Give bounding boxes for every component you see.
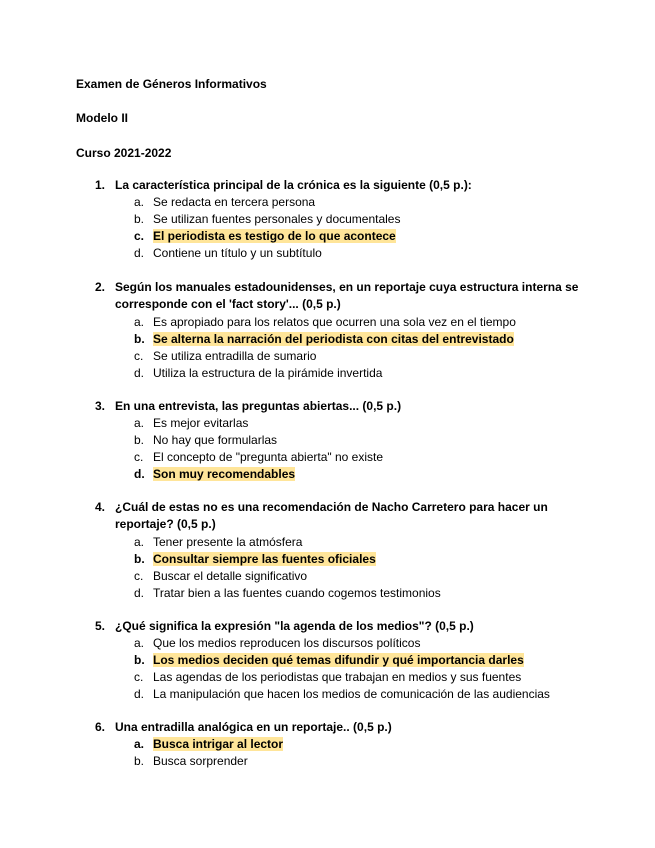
question-3-text: En una entrevista, las preguntas abiertas... (0,5 p.) [115, 399, 402, 413]
question-6-title [95, 719, 585, 736]
question-3-options [0, 415, 655, 483]
question-2-option-d: d. Utiliza la estructura de la pirámide invertida [134, 365, 383, 380]
question-3-number: 3. [95, 399, 106, 413]
question-2-options [0, 314, 655, 382]
question-4-option-c: c. Buscar el detalle significativo [134, 568, 308, 583]
question-3-option-d-highlighted: d. Son muy recomendables [134, 467, 296, 482]
question-5-title [95, 618, 585, 635]
question-5-text: ¿Qué significa la expresión "la agenda de los medios"? (0,5 p.) [115, 619, 474, 633]
question-5 [0, 618, 655, 703]
question-5-number: 5. [95, 619, 106, 633]
question-2-text: Según los manuales estadounidenses, en un reportaje cuya estructura interna se corresponde con el 'fact story'... (0,5 p.) [115, 280, 579, 312]
question-6 [0, 719, 655, 770]
question-4-options [0, 534, 655, 602]
question-2-option-c: c. Se utiliza entradilla de sumario [134, 348, 317, 363]
question-4-option-b-highlighted: b. Consultar siempre las fuentes oficiales [134, 551, 376, 566]
question-6-text: Una entradilla analógica en un reportaje.. (0,5 p.) [115, 720, 392, 734]
question-1-title [95, 177, 585, 194]
question-1-option-b: b. Se utilizan fuentes personales y documentales [134, 212, 401, 227]
exam-model: Modelo II [76, 111, 128, 125]
question-1-option-c-highlighted: c. El periodista es testigo de lo que acontece [134, 229, 396, 244]
question-1 [0, 177, 655, 262]
question-3-title [95, 398, 585, 415]
question-1-number: 1. [95, 178, 106, 192]
question-4-title [95, 499, 585, 534]
question-3-option-b: b. No hay que formularlas [134, 433, 278, 448]
question-5-options [0, 635, 655, 703]
question-2-number: 2. [95, 280, 106, 294]
question-4 [0, 499, 655, 602]
question-4-number: 4. [95, 500, 106, 514]
question-1-option-d: d. Contiene un título y un subtítulo [134, 246, 322, 261]
answer-highlight: Consultar siempre las fuentes oficiales [153, 551, 376, 566]
question-1-option-a: a. Se redacta en tercera persona [134, 195, 316, 210]
question-6-option-b: b. Busca sorprender [134, 754, 248, 769]
question-3-option-a: a. Es mejor evitarlas [134, 416, 249, 431]
question-5-option-b-highlighted: b. Los medios deciden qué temas difundir y qué importancia darles [134, 653, 524, 668]
question-2-option-a: a. Es apropiado para los relatos que ocurren una sola vez en el tiempo [134, 314, 516, 329]
question-5-option-a: a. Que los medios reproducen los discursos políticos [134, 636, 421, 651]
question-4-option-d: d. Tratar bien a las fuentes cuando cogemos testimonios [134, 585, 441, 600]
question-2-option-b-highlighted: b. Se alterna la narración del periodista con citas del entrevistado [134, 331, 514, 346]
question-1-text: La característica principal de la crónica es la siguiente (0,5 p.): [115, 178, 472, 192]
answer-highlight: El periodista es testigo de lo que acontece [153, 229, 396, 244]
answer-highlight: Busca intrigar al lector [153, 737, 284, 752]
question-4-option-a: a. Tener presente la atmósfera [134, 534, 303, 549]
answer-highlight: Los medios deciden qué temas difundir y qué importancia darles [153, 653, 524, 668]
question-1-options [0, 194, 655, 262]
question-2-title [95, 279, 585, 314]
question-2 [0, 279, 655, 382]
question-6-option-a-highlighted: a. Busca intrigar al lector [134, 737, 284, 752]
answer-highlight: Se alterna la narración del periodista con citas del entrevistado [153, 331, 514, 346]
exam-course: Curso 2021-2022 [76, 146, 172, 160]
answer-highlight: Son muy recomendables [153, 467, 296, 482]
question-3-option-c: c. El concepto de "pregunta abierta" no existe [134, 450, 384, 465]
question-5-option-c: c. Las agendas de los periodistas que trabajan en medios y sus fuentes [134, 670, 522, 685]
question-6-options [0, 736, 655, 770]
exam-title: Examen de Géneros Informativos [76, 77, 267, 91]
question-4-text: ¿Cuál de estas no es una recomendación de Nacho Carretero para hacer un reportaje? (0,5 p.) [115, 500, 548, 532]
question-3 [0, 398, 655, 483]
question-5-option-d: d. La manipulación que hacen los medios de comunicación de las audiencias [134, 687, 550, 702]
question-6-number: 6. [95, 720, 106, 734]
